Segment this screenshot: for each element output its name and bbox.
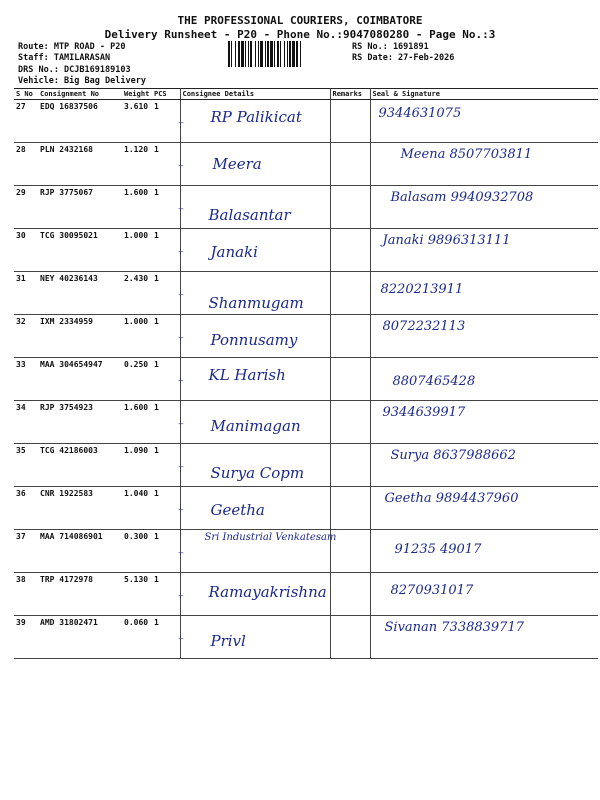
row-seal: [370, 100, 598, 143]
row-consignment-no: RJP 3775067: [38, 186, 122, 229]
col-sno: S No: [14, 89, 38, 100]
col-seal: Seal & Signature: [370, 89, 598, 100]
signature: 8270931017: [390, 583, 474, 598]
table-row: [14, 401, 598, 444]
row-seal: [370, 444, 598, 487]
signature: Balasam 9940932708: [390, 190, 534, 205]
consignee-handwritten-name: Shanmugam: [208, 294, 304, 312]
consignee-dash: –: [178, 419, 184, 428]
table-row: [14, 229, 598, 272]
row-consignment-no: PLN 2432168: [38, 143, 122, 186]
table-row: [14, 143, 598, 186]
row-pcs: 1: [152, 444, 180, 487]
row-weight: 0.060: [122, 616, 152, 659]
signature: Surya 8637988662: [390, 448, 516, 463]
table-row: [14, 530, 598, 573]
row-consignee: [180, 444, 330, 487]
consignee-handwritten-name: Privl: [210, 632, 246, 650]
drs-number: DRS No.: DCJB169189103: [18, 65, 131, 75]
row-consignee: [180, 143, 330, 186]
row-weight: 1.600: [122, 186, 152, 229]
col-remarks: Remarks: [330, 89, 370, 100]
consignee-handwritten-name: Geetha: [210, 501, 265, 519]
row-remarks: [330, 186, 370, 229]
row-consignment-no: MAA 714086901: [38, 530, 122, 573]
row-consignment-no: NEY 40236143: [38, 272, 122, 315]
consignee-dash: –: [178, 376, 184, 385]
row-weight: 1.040: [122, 487, 152, 530]
row-consignment-no: AMD 31802471: [38, 616, 122, 659]
consignee-handwritten-name: Ramayakrishna: [208, 583, 327, 601]
table-row: [14, 573, 598, 616]
table-row: [14, 100, 598, 143]
col-weight: Weight: [122, 89, 152, 100]
row-seal: [370, 315, 598, 358]
row-weight: 5.130: [122, 573, 152, 616]
row-sno: 35: [14, 444, 38, 487]
row-seal: [370, 401, 598, 444]
row-consignee: [180, 573, 330, 616]
row-sno: 39: [14, 616, 38, 659]
signature: 91235 49017: [394, 542, 482, 557]
consignee-handwritten-name: KL Harish: [208, 366, 286, 384]
row-pcs: 1: [152, 616, 180, 659]
row-sno: 31: [14, 272, 38, 315]
row-pcs: 1: [152, 573, 180, 616]
row-sno: 32: [14, 315, 38, 358]
consignee-dash: –: [178, 247, 184, 256]
row-pcs: 1: [152, 530, 180, 573]
consignee-handwritten-name: Sri Industrial Venkatesam: [204, 532, 337, 543]
row-pcs: 1: [152, 143, 180, 186]
signature: Meena 8507703811: [400, 147, 533, 162]
staff-label: Staff: TAMILARASAN: [18, 53, 111, 63]
row-consignment-no: MAA 304654947: [38, 358, 122, 401]
row-sno: 33: [14, 358, 38, 401]
signature: Sivanan 7338839717: [384, 620, 524, 635]
consignee-dash: –: [178, 161, 184, 170]
row-consignment-no: CNR 1922583: [38, 487, 122, 530]
signature: 8072232113: [382, 319, 466, 334]
row-seal: [370, 186, 598, 229]
row-weight: 1.600: [122, 401, 152, 444]
row-pcs: 1: [152, 401, 180, 444]
route-label: Route: MTP ROAD - P20: [18, 42, 126, 52]
row-sno: 37: [14, 530, 38, 573]
row-seal: [370, 616, 598, 659]
row-consignee: [180, 616, 330, 659]
row-remarks: [330, 530, 370, 573]
row-consignment-no: RJP 3754923: [38, 401, 122, 444]
row-consignee: [180, 358, 330, 401]
consignee-dash: –: [178, 290, 184, 299]
col-consignee: Consignee Details: [180, 89, 330, 100]
row-pcs: 1: [152, 315, 180, 358]
row-sno: 30: [14, 229, 38, 272]
runsheet-subtitle: Delivery Runsheet - P20 - Phone No.:9047080280 - Page No.:3: [104, 28, 496, 41]
consignee-handwritten-name: Surya Copm: [210, 464, 305, 482]
row-pcs: 1: [152, 100, 180, 143]
consignee-dash: –: [178, 505, 184, 514]
rs-date: RS Date: 27-Feb-2026: [352, 53, 455, 63]
col-pcs: PCS: [152, 89, 180, 100]
row-consignee: [180, 229, 330, 272]
consignee-handwritten-name: Manimagan: [210, 417, 301, 435]
row-seal: [370, 229, 598, 272]
row-seal: [370, 573, 598, 616]
row-seal: [370, 530, 598, 573]
row-consignee: [180, 186, 330, 229]
row-remarks: [330, 229, 370, 272]
table-row: [14, 358, 598, 401]
signature: 8807465428: [392, 374, 476, 389]
row-remarks: [330, 143, 370, 186]
row-pcs: 1: [152, 487, 180, 530]
row-consignee: [180, 401, 330, 444]
row-sno: 28: [14, 143, 38, 186]
row-pcs: 1: [152, 272, 180, 315]
table-row: [14, 315, 598, 358]
signature: Janaki 9896313111: [382, 233, 511, 248]
row-remarks: [330, 272, 370, 315]
signature: 9344631075: [378, 106, 462, 121]
col-consignment: Consignment No: [38, 89, 122, 100]
table-header-row: [14, 89, 598, 100]
row-remarks: [330, 401, 370, 444]
row-sno: 29: [14, 186, 38, 229]
row-weight: 1.090: [122, 444, 152, 487]
row-remarks: [330, 358, 370, 401]
row-consignee: [180, 272, 330, 315]
row-remarks: [330, 616, 370, 659]
table-row: [14, 616, 598, 659]
consignee-dash: –: [178, 634, 184, 643]
row-remarks: [330, 573, 370, 616]
row-sno: 36: [14, 487, 38, 530]
barcode: [228, 41, 347, 67]
row-remarks: [330, 444, 370, 487]
row-weight: 3.610: [122, 100, 152, 143]
consignee-handwritten-name: Balasantar: [208, 206, 291, 224]
table-row: [14, 444, 598, 487]
row-remarks: [330, 487, 370, 530]
vehicle-label: Vehicle: Big Bag Delivery: [18, 76, 146, 86]
row-consignment-no: EDQ 16837506: [38, 100, 122, 143]
row-seal: [370, 487, 598, 530]
row-seal: [370, 143, 598, 186]
consignee-dash: –: [178, 118, 184, 127]
row-weight: 0.300: [122, 530, 152, 573]
row-sno: 27: [14, 100, 38, 143]
table-row: [14, 487, 598, 530]
consignee-handwritten-name: Meera: [212, 155, 262, 173]
row-consignee: [180, 315, 330, 358]
row-weight: 1.000: [122, 315, 152, 358]
row-weight: 1.000: [122, 229, 152, 272]
consignee-handwritten-name: Janaki: [210, 243, 258, 261]
signature: 9344639917: [382, 405, 466, 420]
row-pcs: 1: [152, 358, 180, 401]
row-remarks: [330, 315, 370, 358]
row-pcs: 1: [152, 186, 180, 229]
consignee-dash: –: [178, 204, 184, 213]
rs-number: RS No.: 1691891: [352, 42, 429, 52]
row-remarks: [330, 100, 370, 143]
consignee-dash: –: [178, 591, 184, 600]
row-consignment-no: IXM 2334959: [38, 315, 122, 358]
row-consignee: [178, 530, 337, 573]
consignee-dash: –: [178, 333, 184, 342]
row-seal: [370, 358, 598, 401]
row-consignee: [180, 487, 330, 530]
table-row: [14, 272, 598, 315]
row-sno: 34: [14, 401, 38, 444]
signature: Geetha 9894437960: [384, 491, 519, 506]
company-title: THE PROFESSIONAL COURIERS, COIMBATORE: [177, 14, 423, 27]
consignee-dash: –: [178, 548, 184, 557]
row-pcs: 1: [152, 229, 180, 272]
row-weight: 0.250: [122, 358, 152, 401]
table-row: [14, 186, 598, 229]
consignee-dash: –: [178, 462, 184, 471]
row-weight: 1.120: [122, 143, 152, 186]
consignee-handwritten-name: Ponnusamy: [210, 331, 298, 349]
delivery-table: [14, 88, 598, 659]
row-seal: [370, 272, 598, 315]
consignee-handwritten-name: RP Palikicat: [210, 108, 302, 126]
row-sno: 38: [14, 573, 38, 616]
row-consignment-no: TRP 4172978: [38, 573, 122, 616]
signature: 8220213911: [380, 282, 464, 297]
row-consignee: [180, 100, 330, 143]
row-weight: 2.430: [122, 272, 152, 315]
row-consignment-no: TCG 30095021: [38, 229, 122, 272]
row-consignment-no: TCG 42186003: [38, 444, 122, 487]
